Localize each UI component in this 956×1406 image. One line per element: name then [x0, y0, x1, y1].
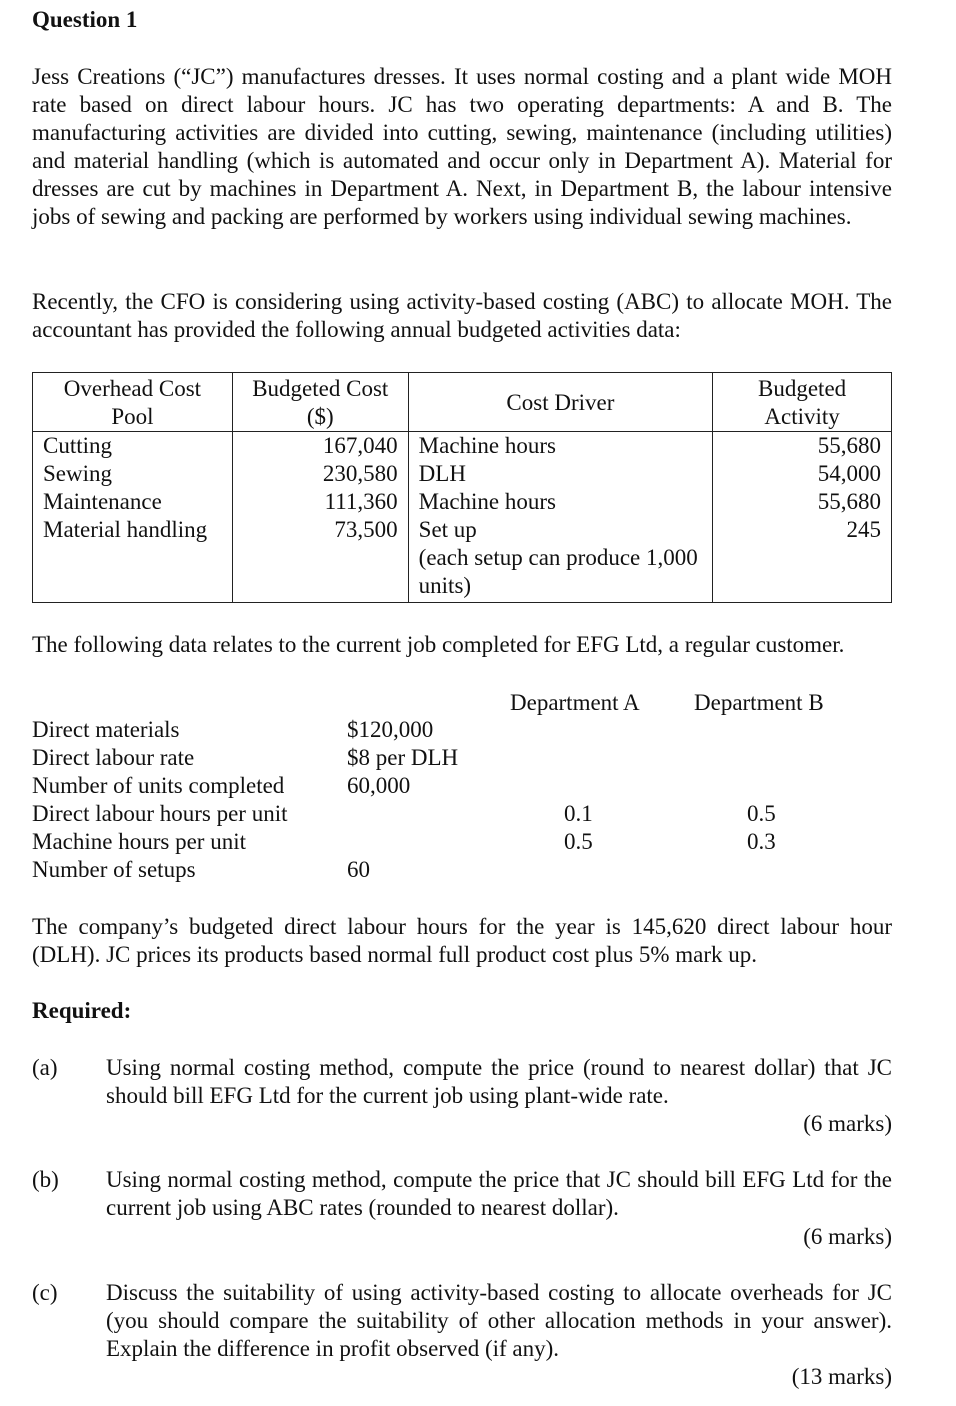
intro-paragraph: Jess Creations (“JC”) manufactures dresses. It uses normal costing and a plant wide MOH rate based on direct labour hours. JC has two operating departments: A and B. The manufacturing activities are divided into cutting, sewing, maintenance (including utilities) and material handling (which is automated and occur only in Department A). Material for dresses are cut by machines in Department A. Next, in Department B, the labour intensive jobs of sewing and packing are performed by workers using individual sewing machines. — [32, 64, 892, 229]
driver-cell — [408, 516, 712, 603]
dept-b-value: 0.5 — [747, 801, 776, 826]
overhead-table-header — [33, 373, 892, 432]
job-value: 60 — [347, 857, 370, 882]
question-b-text: Using normal costing method, compute the price that JC should bill EFG Ltd for the current job using ABC rates (rounded to nearest dollar). — [106, 1167, 892, 1220]
question-a-marks: (6 marks) — [803, 1111, 892, 1136]
job-label: Direct materials — [32, 717, 180, 742]
question-a-letter: (a) — [32, 1055, 58, 1080]
job-label: Number of units completed — [32, 773, 285, 798]
pool-cell: Maintenance — [33, 488, 233, 516]
job-value: $120,000 — [347, 717, 434, 742]
dept-b-value: 0.3 — [747, 829, 776, 854]
dept-a-value: 0.1 — [564, 801, 593, 826]
required-heading: Required: — [32, 998, 132, 1023]
question-c-text: Discuss the suitability of using activity-based costing to allocate overheads for JC (you should compare the suitability of other allocation methods in your answer). Explain the difference in profit observed (if any). — [106, 1280, 892, 1361]
table-row — [33, 432, 892, 461]
dept-b-header: Department B — [694, 690, 824, 715]
activity-cell: 245 — [713, 516, 892, 603]
question-c-marks: (13 marks) — [791, 1364, 892, 1389]
question-c-letter: (c) — [32, 1280, 58, 1305]
driver-note: (each setup can produce 1,000 units) — [418, 545, 698, 598]
table-row — [33, 488, 892, 516]
header-budgeted-cost: Budgeted Cost ($) — [232, 373, 408, 432]
cost-cell: 73,500 — [232, 516, 408, 603]
job-label: Direct labour rate — [32, 745, 195, 770]
dept-a-header: Department A — [510, 690, 640, 715]
efg-paragraph: The following data relates to the current job completed for EFG Ltd, a regular customer. — [32, 632, 845, 657]
job-value: $8 per DLH — [347, 745, 459, 770]
pool-cell: Material handling — [33, 516, 233, 603]
cost-cell: 111,360 — [232, 488, 408, 516]
job-value: 60,000 — [347, 773, 411, 798]
budget-paragraph: The company’s budgeted direct labour hours for the year is 145,620 direct labour hour (DLH). JC prices its products based normal full product cost plus 5% mark up. — [32, 914, 892, 967]
activity-cell: 54,000 — [713, 460, 892, 488]
job-label: Direct labour hours per unit — [32, 801, 288, 826]
overhead-cost-table — [32, 372, 892, 603]
cost-cell: 167,040 — [232, 432, 408, 461]
driver-label: Set up — [418, 517, 477, 542]
driver-cell: Machine hours — [408, 488, 712, 516]
driver-cell: DLH — [408, 460, 712, 488]
table-row — [33, 516, 892, 603]
cost-cell: 230,580 — [232, 460, 408, 488]
driver-cell: Machine hours — [408, 432, 712, 461]
header-budgeted-activity: Budgeted Activity — [713, 373, 892, 432]
job-label: Machine hours per unit — [32, 829, 246, 854]
question-b-marks: (6 marks) — [803, 1224, 892, 1249]
pool-cell: Cutting — [33, 432, 233, 461]
dept-a-value: 0.5 — [564, 829, 593, 854]
activity-cell: 55,680 — [713, 432, 892, 461]
question-a-text: Using normal costing method, compute the price (round to nearest dollar) that JC should bill EFG Ltd for the current job using plant-wide rate. — [106, 1055, 892, 1108]
question-b-letter: (b) — [32, 1167, 59, 1192]
activity-cell: 55,680 — [713, 488, 892, 516]
header-overhead-cost-pool: Overhead Cost Pool — [33, 373, 233, 432]
pool-cell: Sewing — [33, 460, 233, 488]
question-title: Question 1 — [32, 7, 138, 32]
header-cost-driver: Cost Driver — [408, 373, 712, 432]
table-row — [33, 460, 892, 488]
job-label: Number of setups — [32, 857, 196, 882]
cfo-paragraph: Recently, the CFO is considering using activity-based costing (ABC) to allocate MOH. The accountant has provided the following annual budgeted activities data: — [32, 289, 892, 342]
